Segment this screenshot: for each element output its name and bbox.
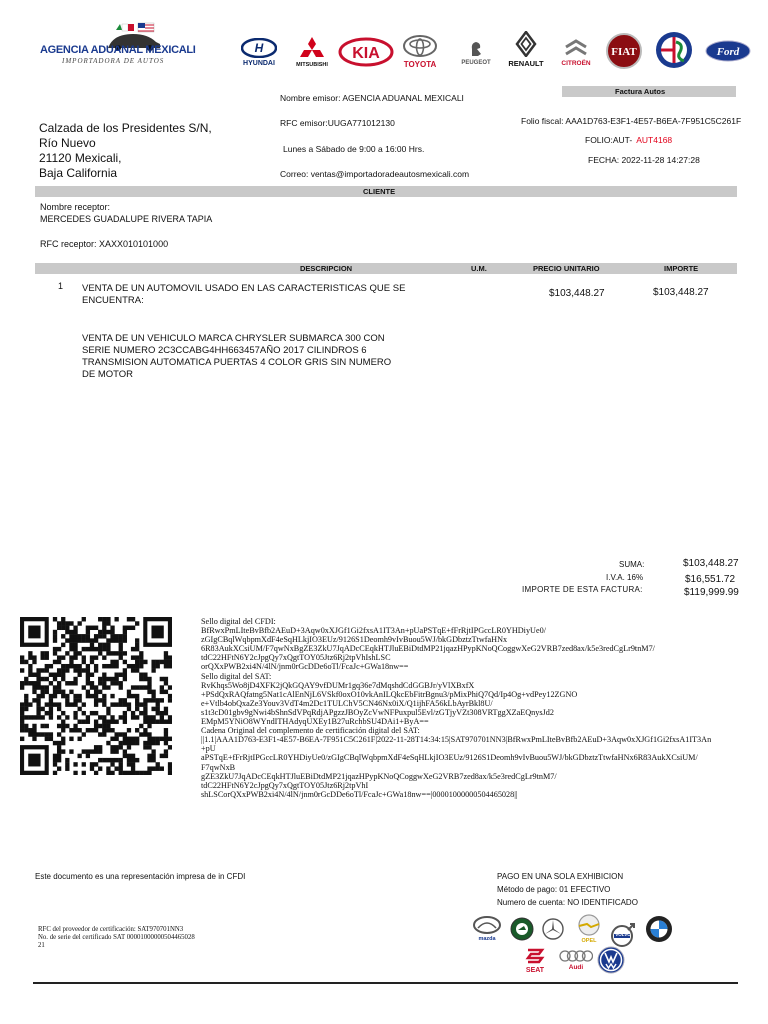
rfc-proveedor: RFC del proveedor de certificación: SAT970701NN3 [38,926,184,933]
sello-line: tdC22HFtN6Y2cJpgQy7xQgtTOY05Jtz6Rj2tpVhI [201,780,369,790]
volvo-label: VOLVO [615,932,631,937]
address-line: Río Nuevo [39,136,96,150]
iva-label: I.V.A. 16% [606,573,644,582]
folio-label: FOLIO:AUT- [585,135,633,145]
peugeot-logo [453,36,499,70]
mercedes-logo [538,916,568,942]
row-cantidad: 1 [58,281,64,291]
numero-cuenta: Numero de cuenta: NO IDENTIFICADO [497,898,638,907]
correo: Correo: ventas@importadoradeautosmexicali.com [280,169,470,179]
brand-subtitle: IMPORTADORA DE AUTOS [62,57,165,65]
page-number: 21 [38,942,45,949]
audi-label: Audi [568,963,584,971]
sello-line: tdC22HFtN6Y2cJpgQy7xQgtTOY05Jtz6Rj2tpVhIshLSC [201,653,391,663]
fiat-label: FIAT [611,46,637,58]
audi-logo [558,946,594,974]
volkswagen-icon [597,946,625,974]
mazda-label: mazda [478,936,496,942]
desc-line: ENCUENTRA: [82,295,144,306]
fecha: FECHA: 2022-11-28 14:27:28 [588,155,700,165]
mercedes-star-icon [542,918,564,940]
serie-certificado: No. de serie del certificado SAT 00001000000504465028 [38,934,195,941]
folio-fiscal: Folio fiscal: AAA1D763-E3F1-4E57-B6EA-7F951C5C261F [521,116,742,126]
desc-line: TRANSMISION AUTOMATICA PUERTAS 4 COLOR GRIS SIN NUMERO [82,357,392,368]
mitsubishi-logo [290,34,334,70]
volkswagen-logo [594,944,628,976]
col-um: U.M. [471,264,487,273]
sello-line: e+Vtlb4obQxaZe3Youv3VdT4m2Dc1TULChV5CN46Nx0iX/Q1ijhFA56kLbAyrBkl8U/ [201,698,493,708]
row-desc-1 [82,283,405,307]
renault-diamond-icon [515,31,537,57]
rfc-emisor: RFC emisor:UUGA771012130 [280,118,395,128]
col-importe: IMPORTE [664,264,699,273]
opel-logo [570,914,608,944]
toyota-icon [402,34,438,58]
row-desc-2 [82,333,391,381]
kia-label: KIA [352,45,380,62]
mitsubishi-icon [298,36,326,60]
folio-value: AUT4168 [636,135,673,145]
address-block [39,121,212,181]
seat-label: SEAT [525,966,545,974]
seat-logo [516,944,554,976]
mitsubishi-label: MITSUBISHI [296,62,328,68]
desc-line: VENTA DE UN VEHICULO MARCA CHRYSLER SUBMARCA 300 CON [82,333,385,344]
row-precio: $103,448.27 [549,288,605,299]
sello-line: BfRwxPmLIteBvBfb2AEuD+3Aqw0xXJGf1Gi2fxsA1IT3An+pUaPSTqE+fFrRjtIPGccLR0YHDiyUe0/ [201,626,546,636]
peugeot-label: PEUGEOT [461,60,491,66]
pago-info: PAGO EN UNA SOLA EXHIBICION [497,872,624,881]
sello-line: Sello digital del SAT: [201,671,272,681]
sello-block [201,617,741,799]
metodo-pago: Método de pago: 01 EFECTIVO [497,885,611,894]
kia-icon [338,37,394,67]
address-line: Calzada de los Presidentes S/N, [39,121,212,135]
cfdi-note: Este documento es una representación impresa de in CFDI [35,872,246,881]
desc-line: DE MOTOR [82,369,134,380]
total-label: IMPORTE DE ESTA FACTURA: [522,585,643,594]
sello-line: F7qwNxB [201,762,236,772]
col-descripcion: DESCRIPCION [300,264,353,273]
sello-line: +PSdQxRAQfatng5Nat1cAlEnNjL6VSkf0oxO10vkAnILQkcEbFitrBgnu3/pMixPhiQ7Qd/Ip4Og+vdPey12ZGNO [201,689,578,699]
sello-line: EMpM5YNiO8WYndITHAdyqUXEy1B27uRchbSU4DAi1+ByA== [201,717,429,727]
skoda-icon [510,917,534,941]
rfc-receptor: RFC receptor: XAXX010101000 [40,239,169,249]
sello-line: gZE3ZkU7JqADcCEqkHTJluEBiDtdMP21jqazHPypKNoQCoggwXeG2VRB7zed8ax/k5e3redCgLr9tnM7/ [201,771,557,781]
horario: Lunes a Sábado de 9:00 a 16:00 Hrs. [283,144,425,154]
opel-icon [577,914,601,936]
citroen-label: CITROËN [561,59,591,67]
citroen-logo [552,34,600,70]
fiat-logo [600,32,648,70]
total-value: $119,999.99 [684,587,739,598]
renault-logo [503,28,549,70]
sello-line: RvKhqs5Wo8jD4XFK2jQkGQAY9vfDUMr1gq36e7dMqshdCdGGBJr/yVlXBxfX [201,680,475,690]
mazda-logo [468,916,506,942]
address-line: Baja California [39,166,118,180]
desc-line: SERIE NUMERO 2C3CCABG4HH663457AÑO 2017 CILINDROS 6 [82,345,367,356]
volvo-logo [606,916,640,944]
iva-value: $16,551.72 [685,574,736,585]
col-precio: PRECIO UNITARIO [533,264,600,273]
opel-label: OPEL [581,938,597,944]
fiat-icon [602,33,646,69]
citroen-chevrons-icon [563,38,589,58]
brand-title: AGENCIA ADUANAL MEXICALI [40,44,196,56]
bottom-divider [33,982,738,984]
hyundai-icon [241,38,277,58]
alfa-romeo-logo [650,30,698,70]
sello-line: +pU [201,744,216,754]
toyota-label: TOYOTA [403,59,437,69]
mazda-icon [472,916,502,934]
factura-bar-label: Factura Autos [615,87,666,96]
ford-logo [704,38,752,64]
sello-line: ||1.1|AAA1D763-E3F1-4E57-B6EA-7F951C5C261F|2022-11-28T14:34:15|SAT970701NN3|BfRwxPmLIteBvBfb2AEuD+3Aqw0xXJGf1Gi2fxsA1IT3An [201,735,712,745]
audi-rings-icon [559,950,593,962]
hyundai-logo [234,34,284,70]
sello-line: Sello digital del CFDI: [201,617,276,626]
suma-value: $103,448.27 [683,558,739,569]
sello-line: 6R83AukXCsiUM/F7qwNxBgZE3ZkU7JqADcCEqkHTJluEBiDtdMP21jqazHPypKNoQCoggwXeG2VRB7zed8ax/k5e3redCgLr9tnM7/ [201,644,655,654]
sello-line: aPSTqE+fFrRjtIPGccLR0YHDiyUe0/zGIgCBqlWqbpmXdF4eSqHLkjIO3EUz/9126S1Deomh9vIvBuou5WJ/bkGDbztzTtwfaHNx6R83AukXCsiUM/ [201,753,698,763]
sello-line: Cadena Original del complemento de certificación digital del SAT: [201,726,420,736]
kia-logo [337,34,395,70]
skoda-logo [506,916,538,942]
toyota-logo [397,32,443,70]
bmw-roundel-icon [645,915,673,943]
ford-label: Ford [716,46,740,58]
seat-icon [525,947,545,965]
ford-oval-icon [705,40,751,62]
sello-line: orQXxPWB2xi4N/4lN/jnm0rGcDDe6oTl/FcaJc+GWa18nw== [201,662,409,672]
cert-info [38,926,195,950]
folio [585,135,672,145]
table-header-bar [35,263,737,274]
nombre-receptor-label: Nombre receptor: [40,202,111,212]
row-importe: $103,448.27 [653,287,709,298]
desc-line: VENTA DE UN AUTOMOVIL USADO EN LAS CARACTERISTICAS QUE SE [82,283,406,294]
suma-label: SUMA: [619,560,645,569]
peugeot-lion-icon [467,40,485,58]
svg-text:H: H [254,40,264,55]
sello-line: s1t3cD01gbv9gNwi4bShnSdVPqRdjAPgzzJBOyZcVwNFPuxpul5Evl/zGTjyVZt308VRTggXZaEQnysJd2 [201,707,554,717]
address-line: 21120 Mexicali, [39,151,122,165]
alfa-romeo-icon [654,30,694,70]
renault-label: RENAULT [508,58,544,68]
qr-code [20,617,172,775]
sello-line: shLSCorQXxPWB2xi4N/4lN/jnm0rGcDDe6oTl/FcaJc+GWa18nw==|00001000000504465028|| [201,789,518,799]
cliente-bar-label: CLIENTE [363,187,396,196]
nombre-receptor: MERCEDES GUADALUPE RIVERA TAPIA [40,214,213,224]
nombre-emisor: Nombre emisor: AGENCIA ADUANAL MEXICALI [280,93,464,103]
bmw-logo [642,914,676,944]
qr-code-icon [20,617,172,775]
sello-line: zGIgCBqlWqbpmXdF4eSqHLkjIO3EUz/9126S1Deomh9vIvBuou5WJ/bkGDbztzTtwfaHNx [201,635,508,645]
hyundai-label: HYUNDAI [243,59,275,67]
